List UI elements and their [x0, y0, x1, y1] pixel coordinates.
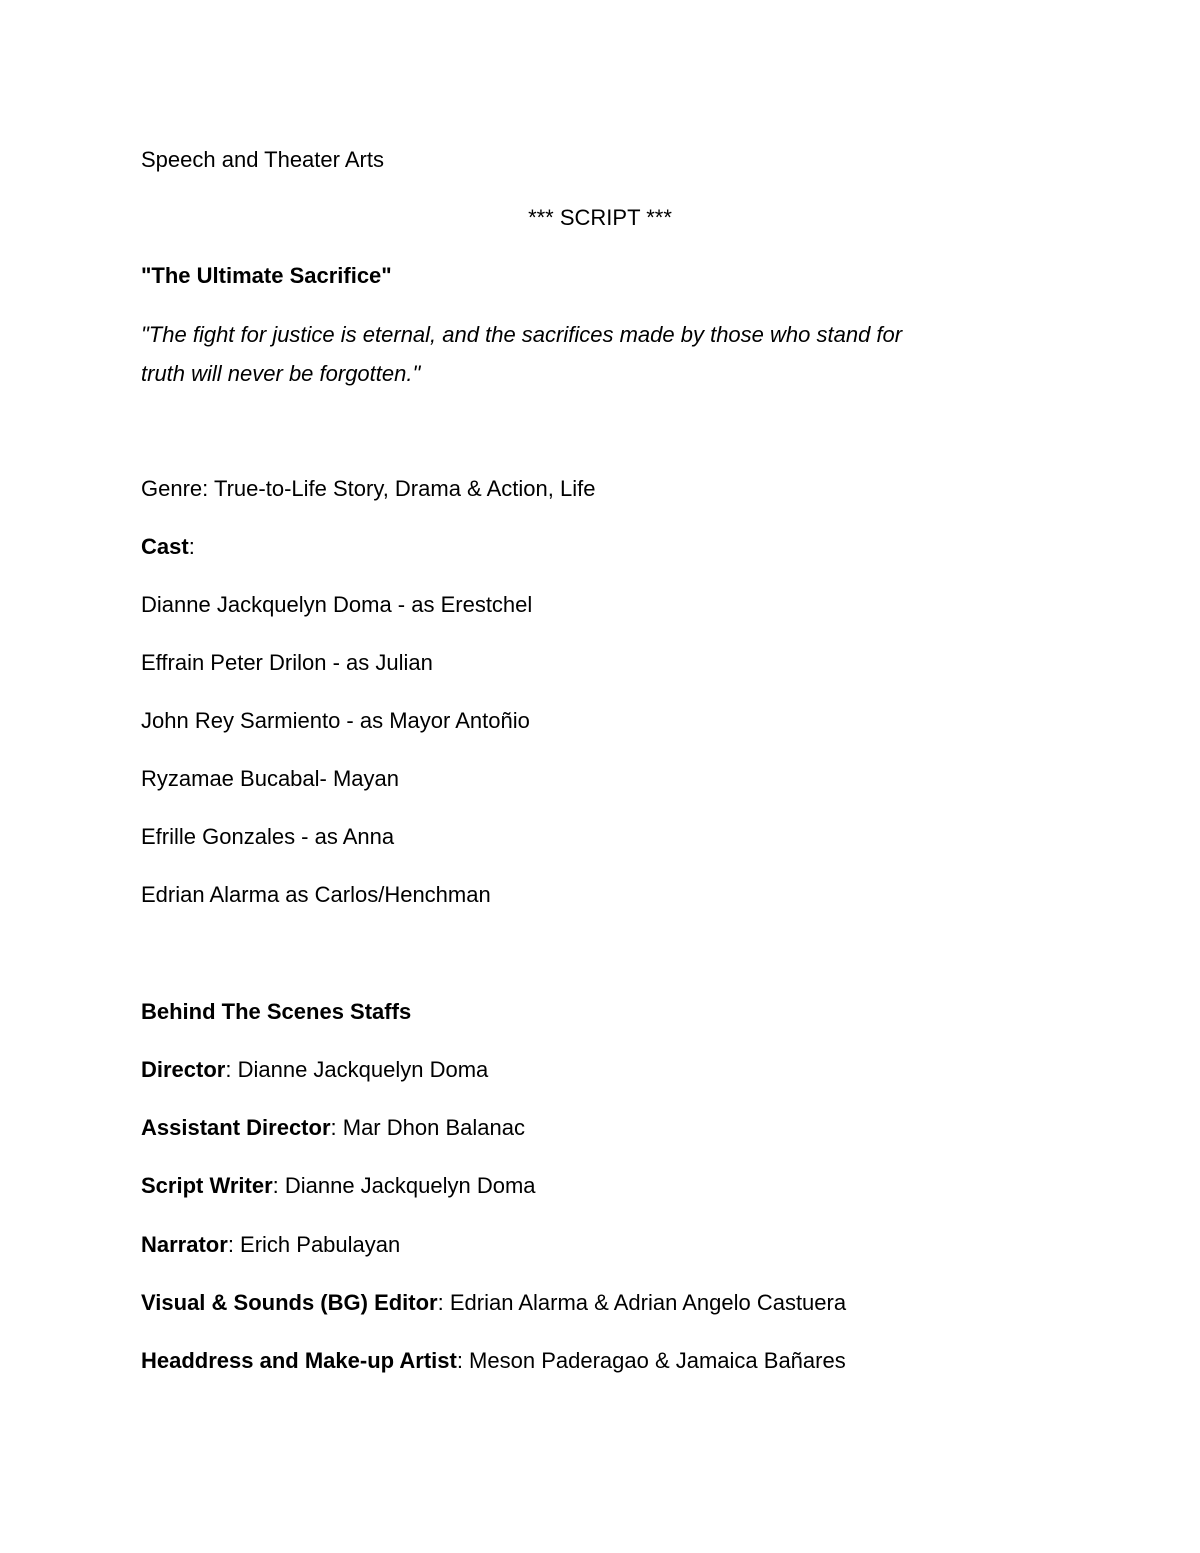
staff-row	[141, 1171, 536, 1201]
cast-heading-label: Cast	[141, 534, 189, 559]
cast-heading	[141, 532, 195, 562]
cast-member: Efrille Gonzales - as Anna	[141, 824, 395, 849]
genre-line: Genre: True-to-Life Story, Drama & Action, Life	[141, 476, 596, 501]
staff-role: Visual & Sounds (BG) Editor	[141, 1290, 438, 1315]
course-title: Speech and Theater Arts	[141, 147, 384, 172]
staff-role: Narrator	[141, 1232, 228, 1257]
cast-member: John Rey Sarmiento - as Mayor Antoñio	[141, 708, 530, 733]
staff-name: : Dianne Jackquelyn Doma	[272, 1173, 536, 1198]
staff-row	[141, 1288, 846, 1318]
cast-member: Dianne Jackquelyn Doma - as Erestchel	[141, 592, 533, 617]
staff-name: : Mar Dhon Balanac	[330, 1115, 525, 1140]
cast-member: Effrain Peter Drilon - as Julian	[141, 650, 433, 675]
cast-member: Ryzamae Bucabal- Mayan	[141, 766, 400, 791]
script-marker: *** SCRIPT ***	[528, 205, 672, 230]
staff-row	[141, 1055, 488, 1085]
tagline-line-2: truth will never be forgotten."	[141, 361, 421, 386]
staff-role: Assistant Director	[141, 1115, 331, 1140]
staff-row	[141, 1113, 525, 1143]
staff-heading: Behind The Scenes Staffs	[141, 999, 412, 1024]
staff-name: : Meson Paderagao & Jamaica Bañares	[456, 1348, 846, 1373]
cast-heading-colon: :	[188, 534, 195, 559]
tagline-quote	[141, 315, 1041, 393]
staff-row	[141, 1230, 400, 1260]
staff-name: : Erich Pabulayan	[227, 1232, 401, 1257]
tagline-line-1: "The fight for justice is eternal, and the sacrifices made by those who stand for	[141, 322, 903, 347]
staff-role: Script Writer	[141, 1173, 273, 1198]
staff-role: Director	[141, 1057, 226, 1082]
staff-name: : Edrian Alarma & Adrian Angelo Castuera	[437, 1290, 847, 1315]
staff-name: : Dianne Jackquelyn Doma	[225, 1057, 489, 1082]
play-title: "The Ultimate Sacrifice"	[141, 263, 392, 288]
cast-member: Edrian Alarma as Carlos/Henchman	[141, 882, 491, 907]
staff-row	[141, 1346, 846, 1376]
staff-role: Headdress and Make-up Artist	[141, 1348, 457, 1373]
